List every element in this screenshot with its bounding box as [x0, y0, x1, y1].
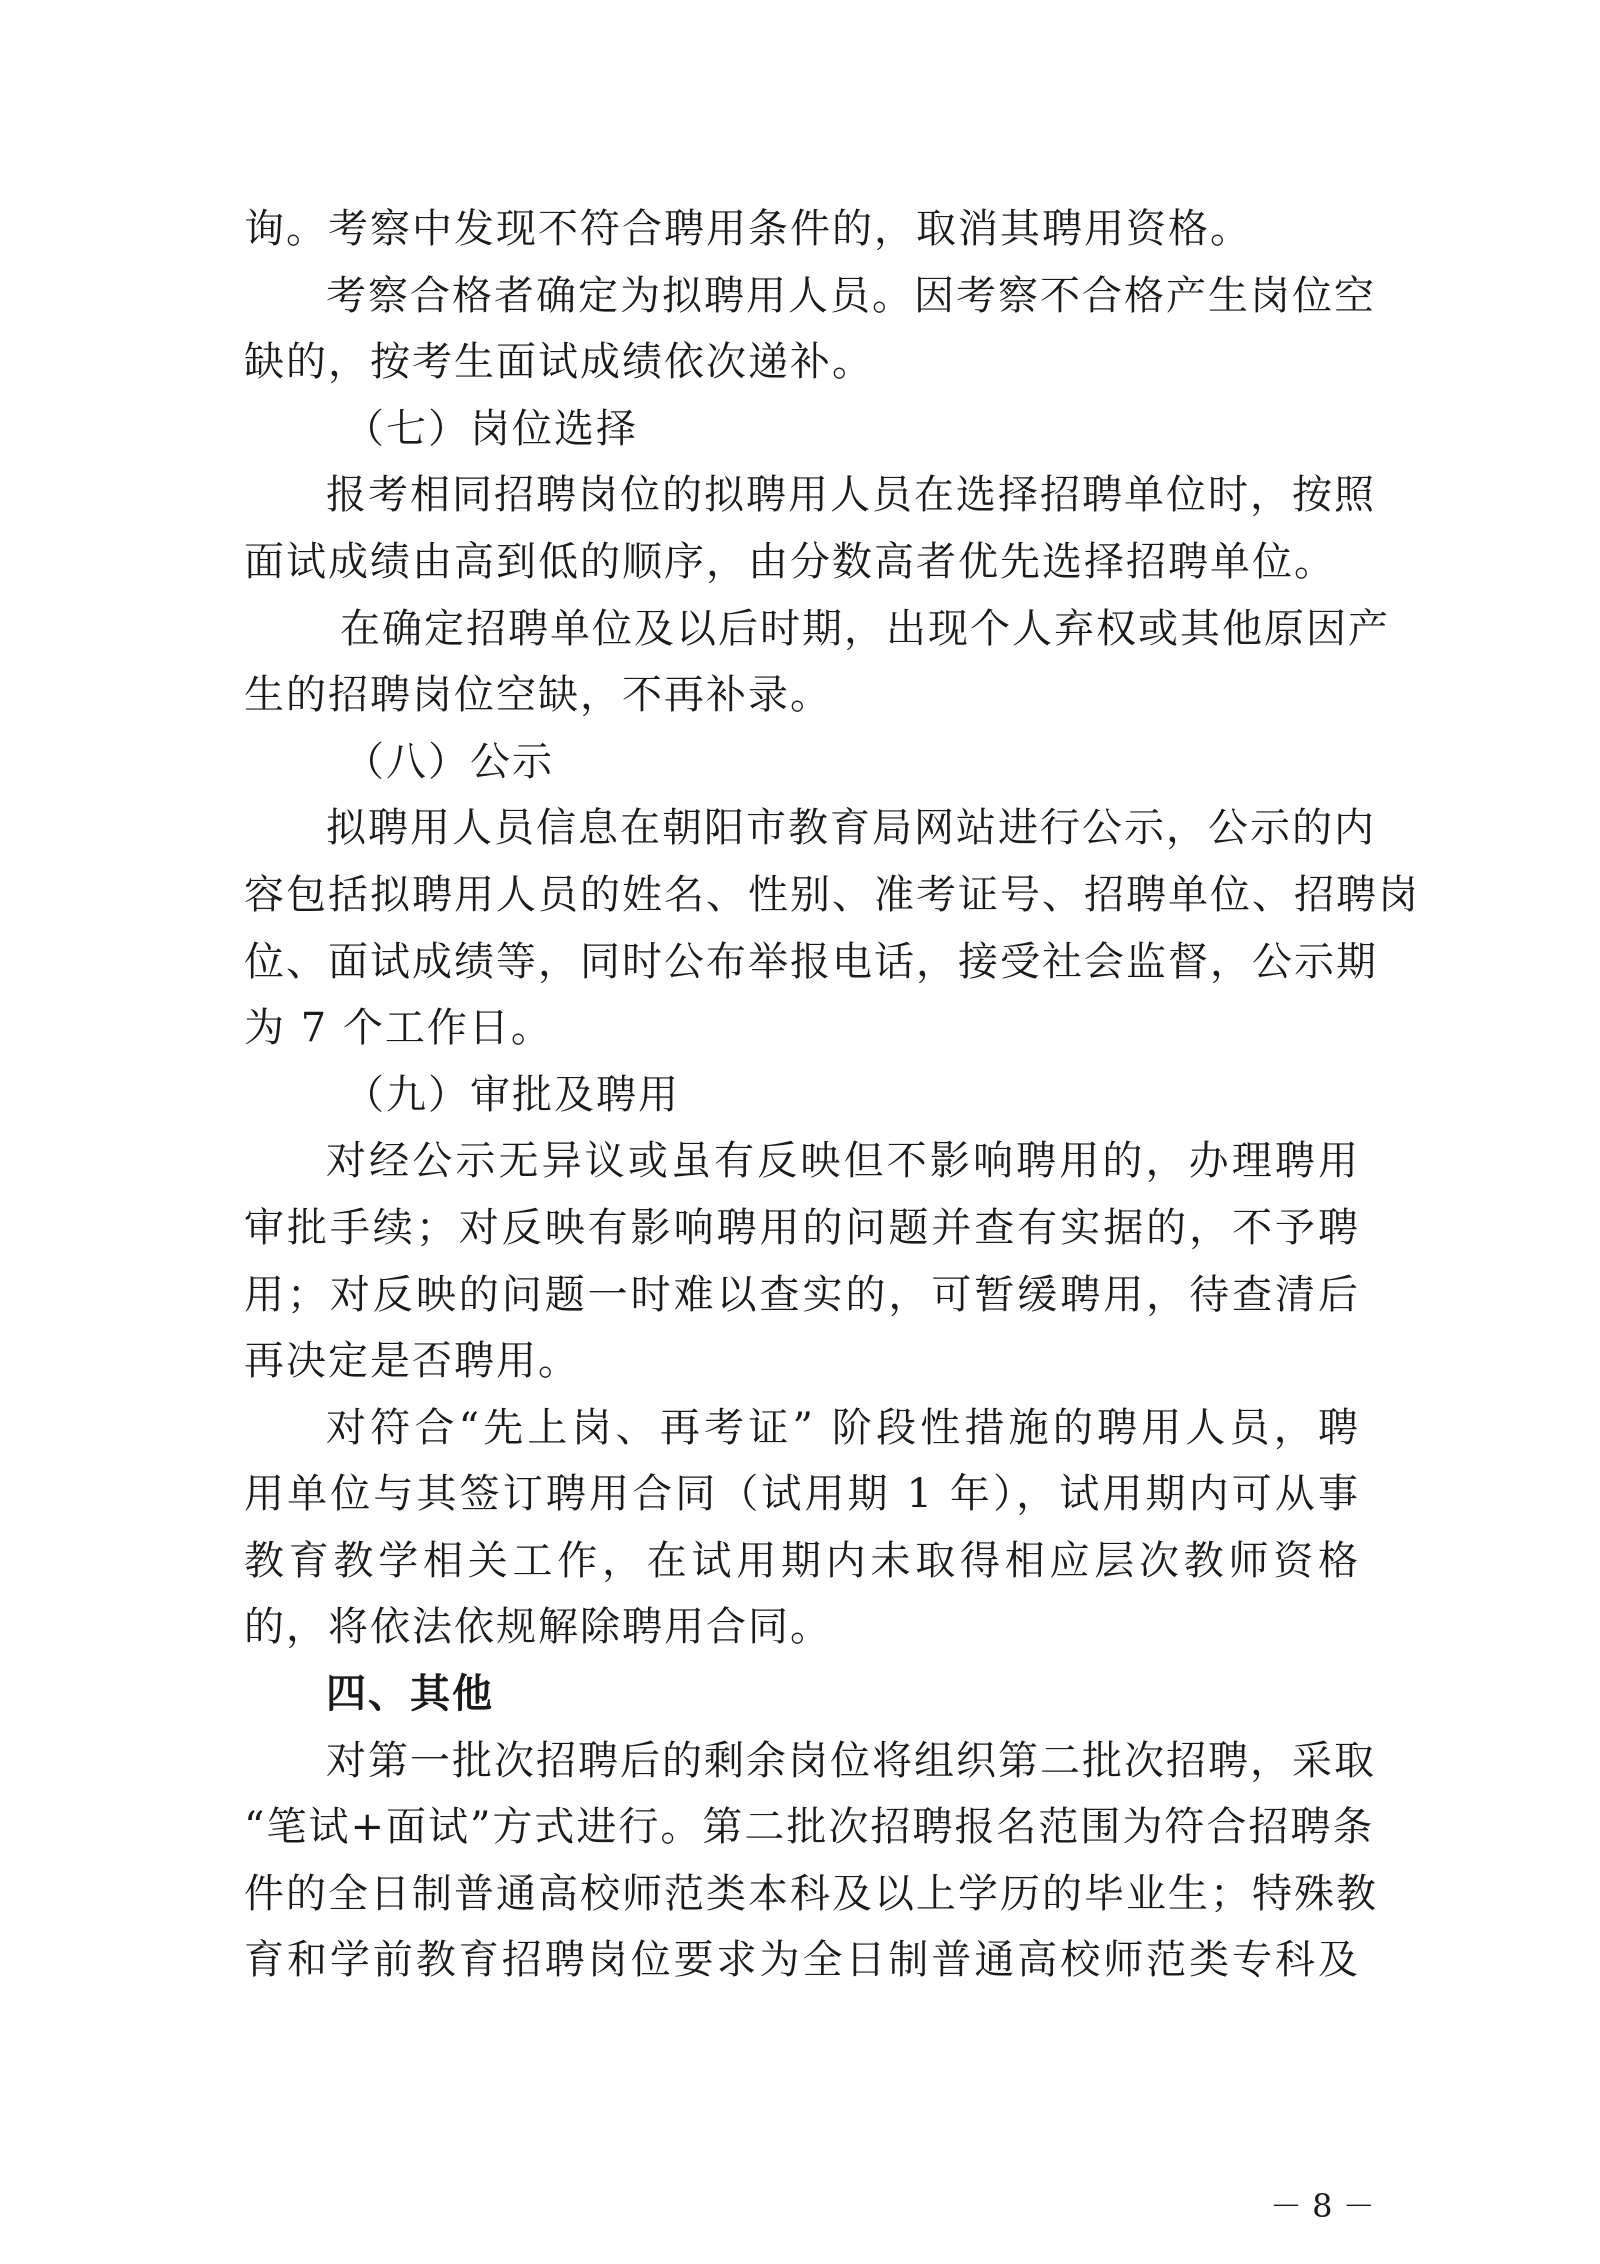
paragraph-line: 生的招聘岗位空缺，不再补录。: [244, 672, 832, 719]
paragraph-line: 为 7 个工作日。: [244, 1005, 553, 1052]
paragraph-line: 位、面试成绩等，同时公布举报电话，接受社会监督，公示期: [244, 938, 1378, 985]
paragraph-line: 审批手续；对反映有影响聘用的问题并查有实据的，不予聘: [244, 1204, 1360, 1251]
paragraph-line: 育和学前教育招聘岗位要求为全日制普通高校师范类专科及: [244, 1937, 1360, 1984]
paragraph-line: 缺的，按考生面试成绩依次递补。: [244, 339, 874, 386]
paragraph-line: 件的全日制普通高校师范类本科及以上学历的毕业生；特殊教: [244, 1870, 1378, 1917]
chapter-heading: 四、其他: [326, 1671, 494, 1718]
paragraph-line: 对第一批次招聘后的剩余岗位将组织第二批次招聘，采取: [326, 1737, 1376, 1784]
document-body: [244, 196, 1420, 1994]
paragraph-line: 用；对反映的问题一时难以查实的，可暂缓聘用，待查清后: [244, 1271, 1360, 1318]
paragraph-line: 的，将依法依规解除聘用合同。: [244, 1604, 832, 1651]
paragraph-line: 报考相同招聘岗位的拟聘用人员在选择招聘单位时，按照: [326, 472, 1376, 519]
paragraph-line: 面试成绩由高到低的顺序，由分数高者优先选择招聘单位。: [244, 538, 1336, 585]
paragraph-line: 容包括拟聘用人员的姓名、性别、准考证号、招聘单位、招聘岗: [244, 871, 1420, 918]
paragraph-line: 询。考察中发现不符合聘用条件的，取消其聘用资格。: [244, 206, 1252, 252]
paragraph-line: “笔试+面试”方式进行。第二批次招聘报名范围为符合招聘条: [244, 1804, 1375, 1851]
paragraph-line: 教育教学相关工作，在试用期内未取得相应层次教师资格: [244, 1537, 1360, 1584]
paragraph-line: 用单位与其签订聘用合同（试用期 1 年），试用期内可从事: [244, 1471, 1360, 1518]
page-number: － 8 －: [1270, 2187, 1375, 2225]
paragraph-line: 对经公示无异议或虽有反映但不影响聘用的，办理聘用: [326, 1138, 1360, 1185]
paragraph-line: 在确定招聘单位及以后时期，出现个人弃权或其他原因产: [340, 605, 1390, 652]
section-heading: （九）审批及聘用: [344, 1071, 680, 1118]
paragraph-line: 再决定是否聘用。: [244, 1338, 580, 1385]
section-heading: （八）公示: [344, 738, 554, 785]
paragraph-line: 考察合格者确定为拟聘用人员。因考察不合格产生岗位空: [326, 272, 1376, 319]
section-heading: （七）岗位选择: [344, 405, 638, 452]
paragraph-line: 对符合“先上岗、再考证” 阶段性措施的聘用人员，聘: [326, 1404, 1360, 1451]
paragraph-line: 拟聘用人员信息在朝阳市教育局网站进行公示，公示的内: [326, 805, 1376, 852]
